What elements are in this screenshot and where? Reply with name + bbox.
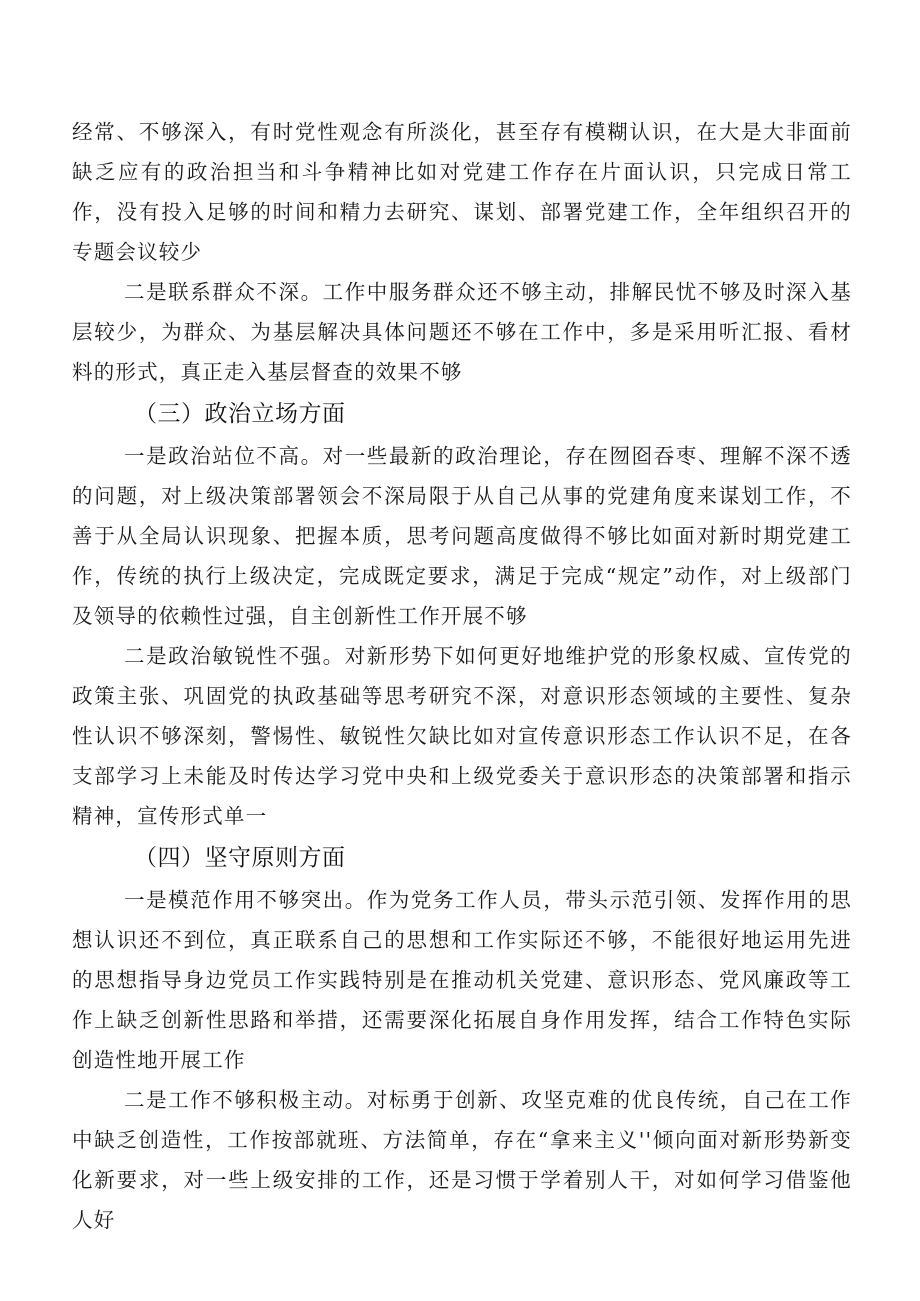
body-paragraph: 经常、不够深入，有时党性观念有所淡化，甚至存有模糊认识，在大是大非面前缺乏应有的政治担当和斗争精神比如对党建工作存在片面认识，只完成日常工作，没有投入足够的时间和精力去研究、谋划、部署党建工作，全年组织召开的专题会议较少 — [72, 120, 852, 264]
body-paragraph: 二是联系群众不深。工作中服务群众还不够主动，排解民忧不够及时深入基层较少，为群众、为基层解决具体问题还不够在工作中，多是采用听汇报、看材料的形式，真正走入基层督查的效果不够 — [72, 280, 852, 384]
body-paragraph: 一是模范作用不够突出。作为党务工作人员，带头示范引领、发挥作用的思想认识还不到位，真正联系自己的思想和工作实际还不够，不能很好地运用先进的思想指导身边党员工作实践特别是在推动机关党建、意识形态、党风廉政等工作上缺乏创新性思路和举措，还需要深化拓展自身作用发挥，结合工作特色实际创造性地开展工作 — [72, 888, 852, 1072]
section-heading: （四）坚守原则方面 — [134, 845, 346, 871]
body-paragraph: 二是工作不够积极主动。对标勇于创新、攻坚克难的优良传统，自己在工作中缺乏创造性，工作按部就班、方法简单，存在“拿来主义''倾向面对新形势新变化新要求，对一些上级安排的工作，还是习惯于学着别人干，对如何学习借鉴他人好 — [72, 1088, 852, 1232]
body-paragraph: 一是政治站位不高。对一些最新的政治理论，存在囫囵吞枣、理解不深不透的问题，对上级决策部署领会不深局限于从自己从事的党建角度来谋划工作，不善于从全局认识现象、把握本质，思考问题高度做得不够比如面对新时期党建工作，传统的执行上级决定，完成既定要求，满足于完成“规定”动作，对上级部门及领导的依赖性过强，自主创新性工作开展不够 — [72, 444, 852, 628]
section-heading: （三）政治立场方面 — [134, 401, 346, 427]
document-page — [72, 112, 852, 1240]
body-paragraph: 二是政治敏锐性不强。对新形势下如何更好地维护党的形象权威、宣传党的政策主张、巩固党的执政基础等思考研究不深，对意识形态领域的主要性、复杂性认识不够深刻，警惕性、敏锐性欠缺比如对宣传意识形态工作认识不足，在各支部学习上未能及时传达学习党中央和上级党委关于意识形态的决策部署和指示精神，宣传形式单一 — [72, 644, 852, 828]
